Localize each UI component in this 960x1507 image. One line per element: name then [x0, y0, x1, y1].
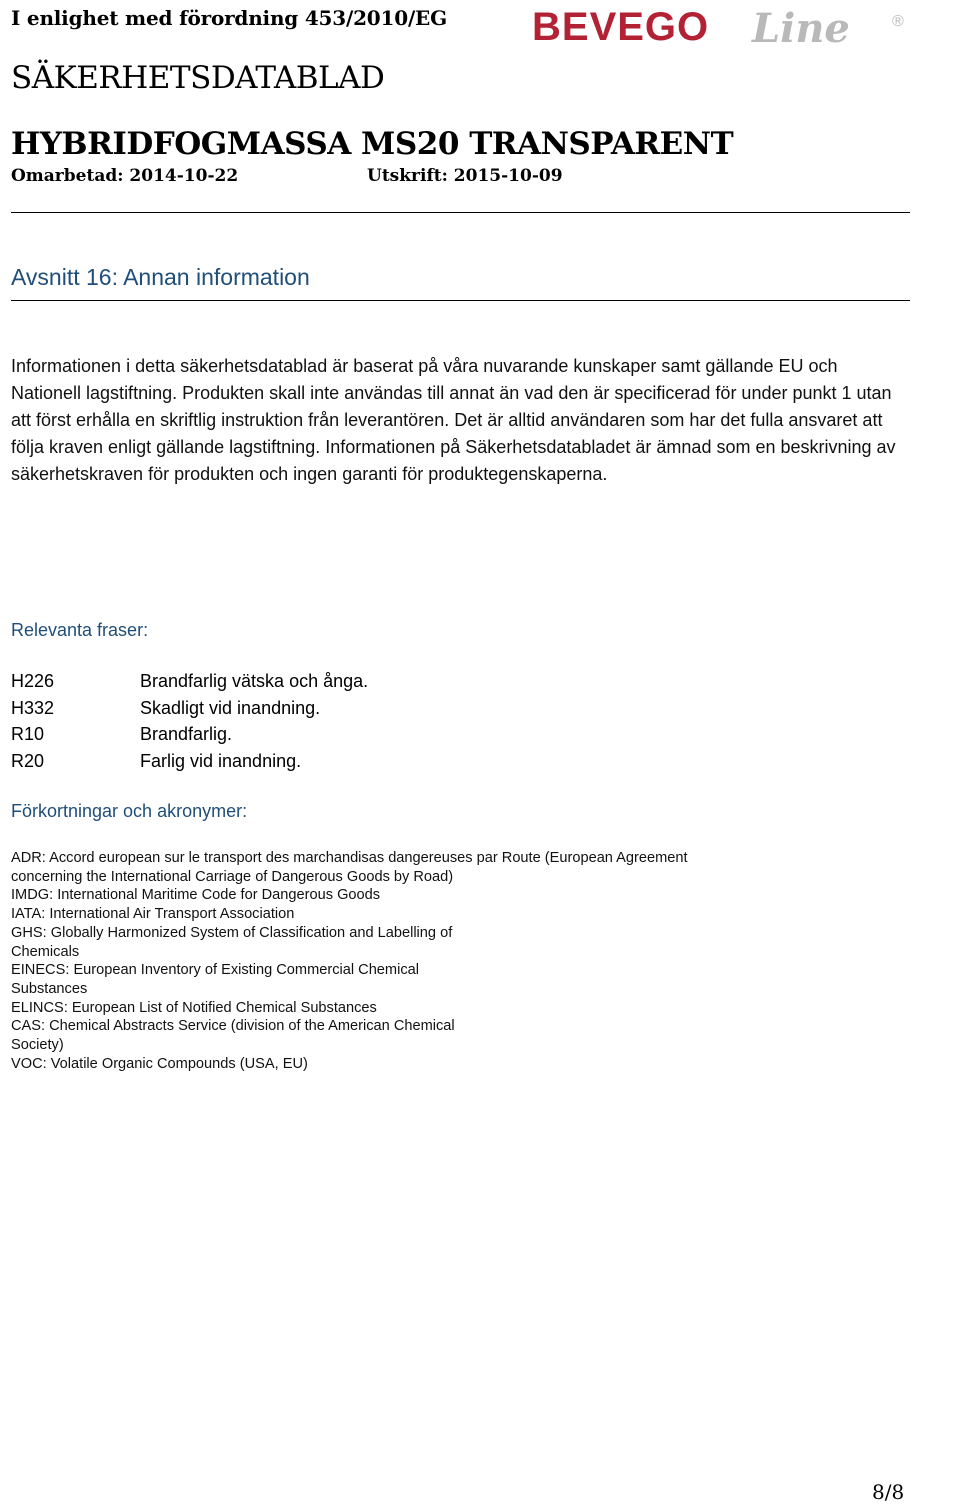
abbreviation-line: CAS: Chemical Abstracts Service (division of the American Chemical	[11, 1018, 455, 1035]
abbreviation-line: ELINCS: European List of Notified Chemical Substances	[11, 999, 377, 1016]
revised-date: Omarbetad: 2014-10-22	[11, 166, 239, 186]
document-type: SÄKERHETSDATABLAD	[11, 60, 385, 96]
phrase-code: H226	[11, 671, 55, 691]
abbreviation-line: VOC: Volatile Organic Compounds (USA, EU)	[11, 1055, 308, 1072]
bevego-line-logo	[530, 0, 920, 50]
logo-script: Line	[752, 5, 850, 50]
section-divider	[11, 300, 910, 301]
section-title: Avsnitt 16: Annan information	[11, 264, 310, 290]
phrase-code: R20	[11, 751, 45, 772]
abbreviation-line: GHS: Globally Harmonized System of Classification and Labelling of	[11, 924, 453, 941]
regulation-reference: I enlighet med förordning 453/2010/EG	[11, 6, 447, 30]
abbreviation-line: ADR: Accord european sur le transport des marchandisas dangereuses par Route (European Agreement	[11, 850, 688, 866]
abbreviation-line: Chemicals	[11, 943, 80, 960]
abbreviation-line: EINECS: European Inventory of Existing Commercial Chemical	[11, 962, 419, 979]
phrase-row	[11, 721, 368, 748]
date-row	[11, 166, 563, 186]
phrase-row	[11, 695, 368, 722]
header-divider	[11, 212, 910, 213]
phrases-heading: Relevanta fraser:	[11, 620, 149, 640]
printed-date: Utskrift: 2015-10-09	[367, 166, 563, 186]
page-number: 8/8	[872, 1480, 905, 1504]
abbreviation-line: Substances	[11, 980, 88, 997]
abbreviation-line: concerning the International Carriage of Dangerous Goods by Road)	[11, 868, 454, 885]
phrase-code: R10	[11, 724, 45, 745]
product-name: HYBRIDFOGMASSA MS20 TRANSPARENT	[11, 126, 734, 162]
abbreviation-line: IATA: International Air Transport Association	[11, 906, 295, 923]
abbreviations-heading: Förkortningar och akronymer:	[11, 801, 248, 821]
registered-mark: ®	[892, 13, 904, 30]
phrase-row	[11, 748, 368, 775]
abbreviation-line: IMDG: International Maritime Code for Dangerous Goods	[11, 887, 381, 904]
logo-wordmark: BEVEGO	[532, 5, 710, 49]
phrase-row	[11, 668, 368, 695]
abbreviations-list	[11, 849, 821, 1073]
abbreviation-line: Society)	[11, 1037, 64, 1054]
phrase-text: Brandfarlig vätska och ånga.	[140, 671, 369, 691]
phrases-list	[11, 668, 368, 775]
phrase-text: Skadligt vid inandning.	[140, 697, 321, 718]
phrase-text: Brandfarlig.	[140, 724, 233, 745]
phrase-code: H332	[11, 697, 55, 718]
phrase-text: Farlig vid inandning.	[140, 751, 302, 772]
section-paragraph: Informationen i detta säkerhetsdatablad är baserat på våra nuvarande kunskaper samt gällande EU och Nationell lagstiftning. Produkten skall inte användas till annat än vad den är specificerad för under punkt 1 utan att först erhålla en skriftlig instruktion från leverantören. Det är alltid användaren som har det fulla ansvaret att följa kraven enligt gällande lagstiftning. Informationen på Säkerhetsdatabladet är ämnad som en beskrivning av säkerhetskraven för produkten och ingen garanti för produktegenskaperna.	[11, 356, 896, 484]
